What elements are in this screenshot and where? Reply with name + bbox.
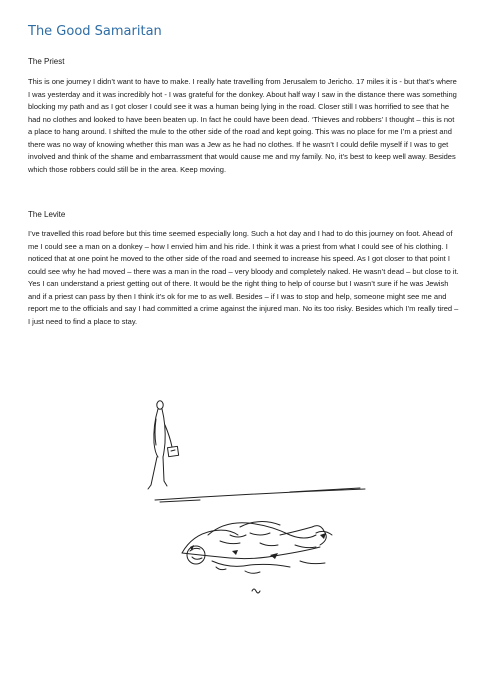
section-heading-priest: The Priest (28, 57, 65, 66)
shading-marks (190, 533, 326, 559)
section-text-priest: This is one journey I didn’t want to have to make. I really hate travelling from Jerusalem to Jericho. 17 miles it is - but that’s where I was yesterday and it was incredibly hot - I was grateful for the donkey. About half way I saw in the distance there was something blocking my path and as I got closer I could see it was a human being lying in the road. Closer still I was horrified to see that he had no clothes and looked to have been beaten up. In fact he could have been dead. ‘Thieves and robbers’ I thought – this is not a place to hang around. I shifted the mule to the other side of the road and kept going. This was no place for me I’m a priest and there was no way of knowing whether this man was a Jew as he had no clothes. If he wasn’t I could defile myself if I was to get involved and think of the shame and embarrassment that would cause me and my family. No, it’s best to keep well away. Besides which those robbers could still be in the area. Keep moving. (28, 77, 457, 174)
section-heading-levite: The Levite (28, 210, 66, 219)
road-edge-line (155, 489, 365, 500)
section-text-levite: I’ve travelled this road before but this time seemed especially long. Such a hot day and I had to do this journey on foot. Ahead of me I could see a man on a donkey – how I envied him and his ride. I think it was a priest from what I could see of his clothing. I noticed that at one point he moved to the other side of the road and seemed to increase his speed. As I got closer to that point I could see why he had moved – there was a man in the road – very bloody and completely naked. He wasn’t dead – but close to it. Yes I can understand a priest getting out of there. It would be the right thing to help of course but I wasn’t sure if he was Jewish and if a priest can pass by then I think it’s ok for me to as well. Besides – if I was to stop and help, someone might see me and report me to the officials and say I had committed a crime against the injured man. No its too risky. Besides which I’m really tired – I just need to find a place to stay. (28, 229, 459, 326)
levite-illustration (120, 385, 370, 620)
artist-signature (252, 589, 260, 593)
walking-man-figure (148, 401, 179, 489)
page-title: The Good Samaritan (28, 24, 162, 39)
injured-man-figure (182, 521, 332, 573)
